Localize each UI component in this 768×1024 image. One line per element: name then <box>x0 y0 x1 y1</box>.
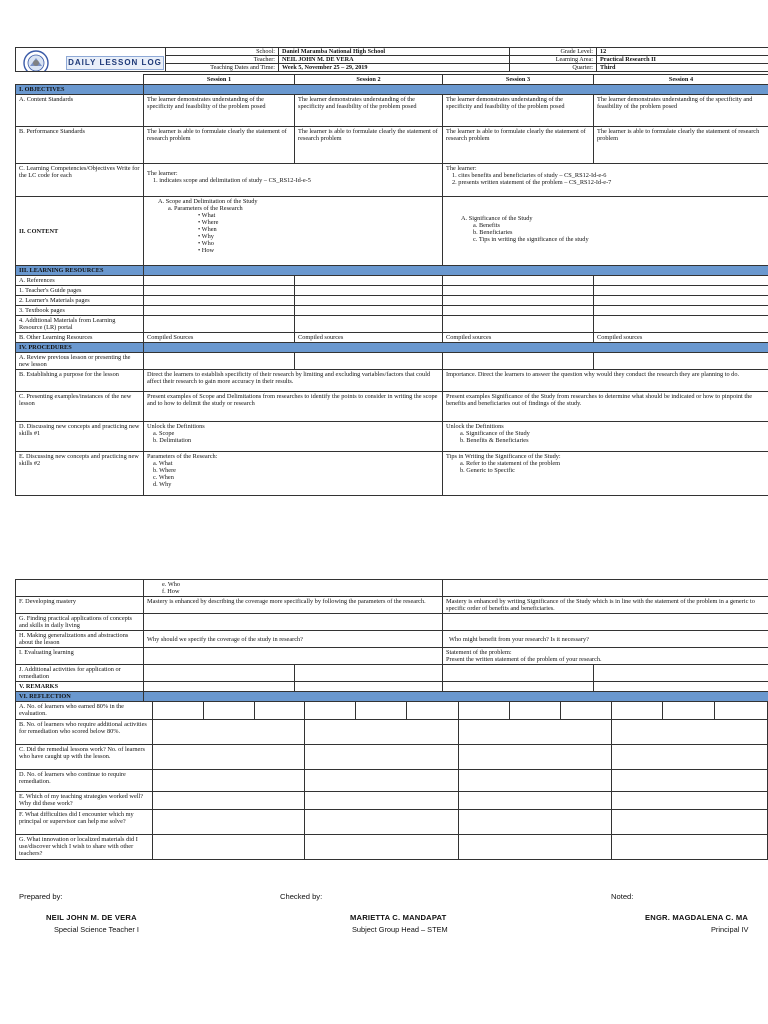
generalization-s12: Why should we specify the coverage of the study in research? <box>144 631 443 648</box>
session-2-header: Session 2 <box>295 75 443 85</box>
reflection-row: A. No. of learners who earned 80% in the evaluation. <box>16 702 153 720</box>
concept-line: Unlock the Definitions <box>446 423 504 430</box>
reflection-row: G. What innovation or localized materials did I use/discover which I wish to share with other teachers? <box>16 835 153 860</box>
prepared-by-name: NEIL JOHN M. DE VERA <box>46 913 137 922</box>
tip-line: a. Refer to the statement of the problem <box>460 460 561 467</box>
purpose-s12: Direct the learners to establish specificity of their research by limiting and excluding variables/factors that could affect their research to gain more accuracy in their results. <box>144 370 443 392</box>
teachers-guide-label: 1. Teacher's Guide pages <box>16 286 144 296</box>
competencies-intro-s12: The learner: <box>147 170 178 177</box>
other-resources-s3: Compiled sources <box>443 333 594 343</box>
examples-s12: Present examples of Scope and Delimitations from researches to identify the points to consider in writing the scope and to how to delimit the study or research <box>144 392 443 422</box>
concept-line: a. Scope <box>153 430 175 437</box>
quarter-value: Third <box>597 64 768 72</box>
resources-heading: III. LEARNING RESOURCES <box>16 266 144 276</box>
checked-by-role: Subject Group Head – STEM <box>352 925 448 934</box>
parameter-line: b. Where <box>153 467 176 474</box>
other-resources-s2: Compiled sources <box>295 333 443 343</box>
evaluation-line: Present the written statement of the problem of your research. <box>446 656 602 663</box>
content-item: • What <box>198 212 216 219</box>
mastery-s34: Mastery is enhanced by writing Significance of the Study which is in line with the statement of the problem in a generic to specific order of benefits and beneficiaries. <box>443 597 768 614</box>
remarks-heading: V. REMARKS <box>16 682 144 692</box>
learning-area-label: Learning Area: <box>510 56 597 64</box>
lesson-log-table-continued <box>15 579 768 702</box>
header-table <box>15 47 768 72</box>
content-item: a. Benefits <box>473 222 500 229</box>
competency-item: 2. presents written statement of the problem – CS_RS12-Id-e-7 <box>452 179 612 186</box>
dates-value: Week 5, November 25 – 29, 2019 <box>279 64 510 72</box>
other-resources-label: B. Other Learning Resources <box>16 333 144 343</box>
parameter-line: a. What <box>153 460 173 467</box>
content-standard-s2: The learner demonstrates understanding of the specificity and feasibility of the problem posed <box>295 95 443 127</box>
content-standard-s1: The learner demonstrates understanding of the specificity and feasibility of the problem posed <box>144 95 295 127</box>
content-item: • Why <box>198 233 214 240</box>
session-1-header: Session 1 <box>144 75 295 85</box>
content-standard-s3: The learner demonstrates understanding of the specificity and feasibility of the problem posed <box>443 95 594 127</box>
generalizations-label: H. Making generalizations and abstractions about the lesson <box>16 631 144 648</box>
objectives-heading: I. OBJECTIVES <box>16 85 144 95</box>
competencies-label: C. Learning Competencies/Objectives Write for the LC code for each <box>16 164 144 197</box>
teacher-value: NEIL JOHN M. DE VERA <box>279 56 510 64</box>
competency-item: 1. indicates scope and delimitation of study – CS_RS12-Id-e-5 <box>153 177 311 184</box>
prepared-by-label: Prepared by: <box>19 892 63 901</box>
session-3-header: Session 3 <box>443 75 594 85</box>
grade-value: 12 <box>597 48 768 56</box>
performance-standard-s1: The learner is able to formulate clearly the statement of research problem <box>144 127 295 164</box>
developing-mastery-label: F. Developing mastery <box>16 597 144 614</box>
content-label: II. CONTENT <box>16 197 144 266</box>
parameter-line: e. Who <box>162 581 181 588</box>
document-title: DAILY LESSON LOG <box>66 56 164 70</box>
quarter-label: Quarter: <box>510 64 597 72</box>
procedures-heading: IV. PROCEDURES <box>16 343 144 353</box>
reflection-heading: VI. REFLECTION <box>16 692 144 702</box>
reflection-row: B. No. of learners who require additional activities for remediation who scored below 80%. <box>16 720 153 745</box>
performance-standard-s3: The learner is able to formulate clearly the statement of research problem <box>443 127 594 164</box>
concept-line: a. Significance of the Study <box>460 430 530 437</box>
learners-materials-label: 2. Learner's Materials pages <box>16 296 144 306</box>
performance-standards-label: B. Performance Standards <box>16 127 144 164</box>
parameter-line: Parameters of the Research: <box>147 453 218 460</box>
concept-line: Unlock the Definitions <box>147 423 205 430</box>
parameter-line: c. When <box>153 474 174 481</box>
competency-item: 1. cites benefits and beneficiaries of study – CS_RS12-Id-e-6 <box>452 172 607 179</box>
reflection-row: C. Did the remedial lessons work? No. of learners who have caught up with the lesson. <box>16 745 153 770</box>
learning-area-value: Practical Research II <box>597 56 768 64</box>
content-item: • When <box>198 226 217 233</box>
content-item: a. Parameters of the Research <box>168 205 243 212</box>
concepts-1-label: D. Discussing new concepts and practicing new skills #1 <box>16 422 144 452</box>
concept-line: b. Delimitation <box>153 437 192 444</box>
school-value: Daniel Maramba National High School <box>279 48 510 56</box>
purpose-label: B. Establishing a purpose for the lesson <box>16 370 144 392</box>
textbook-pages-label: 3. Textbook pages <box>16 306 144 316</box>
concept-line: b. Benefits & Beneficiaries <box>460 437 529 444</box>
session-4-header: Session 4 <box>594 75 768 85</box>
content-item: A. Significance of the Study <box>461 215 533 222</box>
content-item: b. Beneficiaries <box>473 229 513 236</box>
practical-applications-label: G. Finding practical applications of concepts and skills in daily living <box>16 614 144 631</box>
reflection-table <box>15 701 768 860</box>
content-item: • Who <box>198 240 214 247</box>
other-resources-s4: Compiled sources <box>594 333 768 343</box>
tip-line: b. Generic to Specific <box>460 467 515 474</box>
content-item: A. Scope and Delimitation of the Study <box>158 198 258 205</box>
examples-s34: Present examples Significance of the Study from researches to determine what should be indicated or how to pinpoint the benefits and beneficiaries out of findings of the study. <box>443 392 768 422</box>
examples-label: C. Presenting examples/instances of the new lesson <box>16 392 144 422</box>
school-label: School: <box>166 48 279 56</box>
parameter-line: f. How <box>162 588 180 595</box>
references-label: A. References <box>16 276 144 286</box>
content-standards-label: A. Content Standards <box>16 95 144 127</box>
lr-portal-label: 4. Additional Materials from Learning Resource (LR) portal <box>16 316 144 333</box>
review-lesson-label: A. Review previous lesson or presenting the new lesson <box>16 353 144 370</box>
teacher-label: Teacher: <box>166 56 279 64</box>
performance-standard-s2: The learner is able to formulate clearly the statement of research problem <box>295 127 443 164</box>
page-one <box>15 47 768 496</box>
content-item: • Where <box>198 219 219 226</box>
purpose-s34: Importance. Direct the learners to answer the question why would they conduct the research they are planning to do. <box>443 370 768 392</box>
noted-label: Noted: <box>611 892 634 901</box>
noted-by-name: ENGR. MAGDALENA C. MA <box>645 913 749 922</box>
performance-standard-s4: The learner is able to formulate clearly the statement of research problem <box>594 127 768 164</box>
evaluating-label: I. Evaluating learning <box>16 648 144 665</box>
dates-label: Teaching Dates and Time: <box>166 64 279 72</box>
content-standard-s4: The learner demonstrates understanding of the specificity and feasibility of the problem posed <box>594 95 768 127</box>
checked-by-label: Checked by: <box>280 892 323 901</box>
mastery-s12: Mastery is enhanced by describing the coverage more specifically by following the parameters of the research. <box>144 597 443 614</box>
checked-by-name: MARIETTA C. MANDAPAT <box>350 913 447 922</box>
tip-line: Tips in Writing the Significance of the Study: <box>446 453 561 460</box>
lesson-log-table <box>15 74 768 496</box>
reflection-row: E. Which of my teaching strategies worked well? Why did these work? <box>16 792 153 810</box>
reflection-row: F. What difficulties did I encounter which my principal or supervisor can help me solve? <box>16 810 153 835</box>
other-resources-s1: Compiled Sources <box>144 333 295 343</box>
additional-activities-label: J. Additional activities for application or remediation <box>16 665 144 682</box>
grade-label: Grade Level: <box>510 48 597 56</box>
generalization-s34: Who might benefit from your research? Is it necessary? <box>443 631 768 648</box>
content-item: • How <box>198 247 215 254</box>
reflection-row: D. No. of learners who continue to require remediation. <box>16 770 153 792</box>
prepared-by-role: Special Science Teacher I <box>54 925 139 934</box>
evaluation-line: Statement of the problem: <box>446 649 512 656</box>
concepts-2-label: E. Discussing new concepts and practicing new skills #2 <box>16 452 144 496</box>
parameter-line: d. Why <box>153 481 172 488</box>
content-item: c. Tips in writing the significance of the study <box>473 236 589 243</box>
noted-by-role: Principal IV <box>711 925 749 934</box>
competencies-intro-s34: The learner: <box>446 165 477 172</box>
page-two <box>15 579 768 860</box>
